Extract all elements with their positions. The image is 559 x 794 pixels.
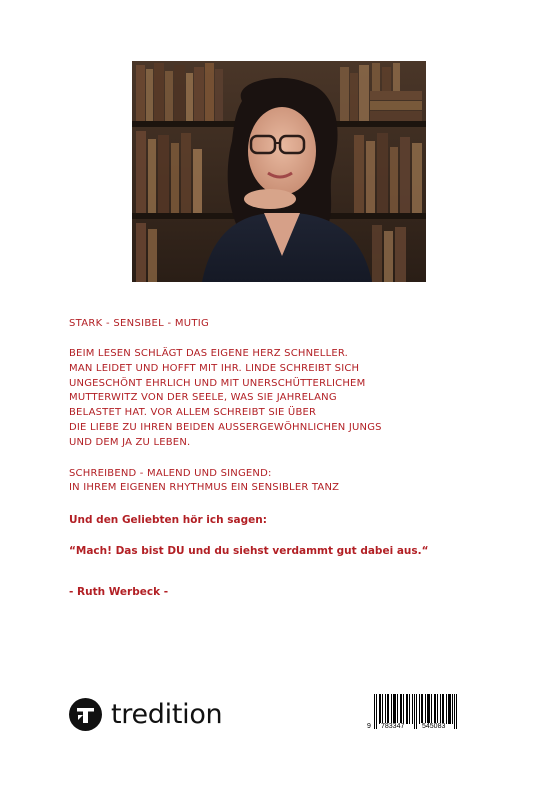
quote: “Mach! Das bist DU und du siehst verdammt gut dabei aus.“ <box>69 545 429 558</box>
description-line: BELASTET HAT. VOR ALLEM SCHREIBT SIE ÜBER <box>69 407 317 419</box>
description-line: DIE LIEBE ZU IHREN BEIDEN AUSSERGEWÖHNLICHEN JUNGS <box>69 421 382 433</box>
description-line: MUTTERWITZ VON DER SEELE, WAS SIE JAHRELANG <box>69 392 337 404</box>
tagline-paragraph <box>69 467 489 497</box>
isbn-digits <box>366 723 469 734</box>
tredition-logo-icon <box>69 698 102 731</box>
quote-intro: Und den Geliebten hör ich sagen: <box>69 514 267 527</box>
isbn-left-group: 783347 <box>381 723 405 730</box>
description-line: UNGESCHÖNT EHRLICH UND MIT UNERSCHÜTTERLICHEM <box>69 377 366 389</box>
isbn-right-group: 545083 <box>422 723 446 730</box>
description-paragraph <box>69 347 489 451</box>
publisher-name: tredition <box>111 698 223 730</box>
tagline-line: SCHREIBEND - MALEND UND SINGEND: <box>69 467 272 479</box>
author-photo <box>132 61 426 282</box>
description-line: MAN LEIDET UND HOFFT MIT IHR. LINDE SCHREIBT SICH <box>69 362 360 374</box>
description-line: UND DEM JA ZU LEBEN. <box>69 436 191 448</box>
back-cover-text <box>69 316 489 599</box>
description-line: BEIM LESEN SCHLÄGT DAS EIGENE HERZ SCHNELLER. <box>69 348 349 359</box>
isbn-prefix: 9 <box>367 723 371 730</box>
tagline-line: IN IHREM EIGENEN RHYTHMUS EIN SENSIBLER TANZ <box>69 482 340 494</box>
quote-author: - Ruth Werbeck - <box>69 586 169 599</box>
isbn-barcode <box>366 693 469 735</box>
headline: STARK - SENSIBEL - MUTIG <box>69 318 210 329</box>
publisher-logo <box>69 697 222 731</box>
